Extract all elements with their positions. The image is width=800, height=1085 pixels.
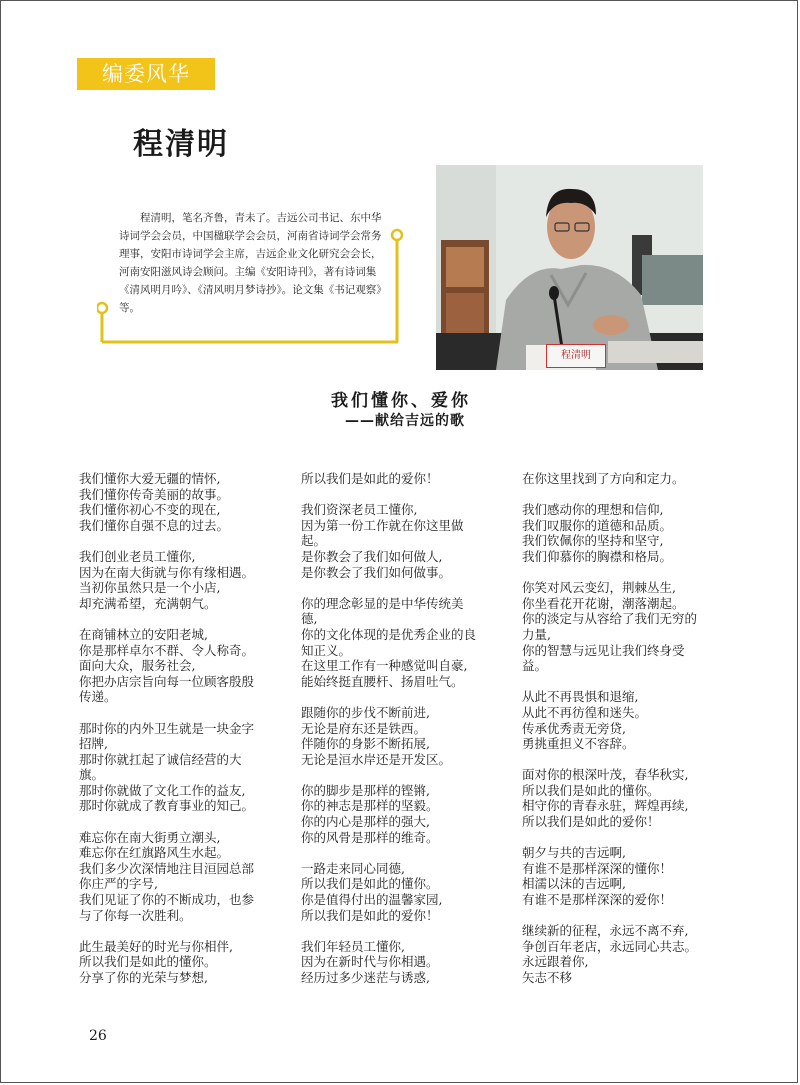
poem-line: 那时你就做了文化工作的益友, [79,782,246,798]
poem-line: 所以我们是如此的爱你！ [301,471,439,486]
person-name: 程清明 [133,127,229,162]
poem-line: 在商铺林立的安阳老城, [79,626,208,642]
poem-line: 矢志不移 [522,970,573,985]
poem-line: 当初你虽然只是一个小店, [79,580,221,596]
poem-stanza [79,830,284,924]
poem-line: 有谁不是那样深深的爱你！ [522,892,673,908]
poem-stanza [301,471,501,487]
poem-line: 益。 [522,658,548,674]
poem-line: 难忘你在南大街勇立潮头, [79,829,221,845]
poem-stanza [522,689,732,751]
poem-line: 我们见证了你的不断成功，也参 [79,892,255,908]
poem-stanza [522,580,732,674]
poem-line: 你的智慧与远见让我们终身受 [522,642,685,658]
poem-stanza [301,783,501,845]
poem-column-3 [522,471,732,1001]
poem-line: 我们仰慕你的胸襟和格局。 [522,548,673,564]
poem-stanza [522,767,732,829]
poem-line: 你是值得付出的温馨家园, [301,892,443,908]
poem-line: 从此不再畏惧和退缩, [522,689,639,705]
poem-line: 你的脚步是那样的铿锵, [301,782,430,798]
poem-line: 经历过多少迷茫与诱惑, [301,970,430,985]
poem-line: 与了你每一次胜利。 [79,907,192,923]
poem-line: 你的淡定与从容给了我们无穷的 [522,611,698,627]
poem-line: 面向大众，服务社会, [79,658,196,674]
poem-line: 所以我们是如此的懂你。 [522,782,660,798]
poem-line: 我们懂你自强不息的过去。 [79,517,230,533]
poem-line: 那时你的内外卫生就是一块金字 [79,720,255,736]
section-banner: 编委风华 [77,58,215,90]
poem-stanza [301,596,501,690]
poem-line: 你坐看花开花谢，潮落潮起。 [522,595,685,611]
poem-line: 在你这里找到了方向和定力。 [522,471,685,486]
poem-line: 所以我们是如此的懂你。 [301,876,439,892]
poem-line: 因为在新时代与你相遇。 [301,954,439,970]
poem-line: 知正义。 [301,642,352,658]
poem-line: 那时你就扛起了诚信经营的大 [79,751,242,767]
poem-column-1 [79,471,284,1001]
poem-line: 面对你的根深叶茂，春华秋实, [522,767,689,783]
poem-line: 无论是洹水岸还是开发区。 [301,751,452,767]
poem-line: 你的风骨是那样的维奇。 [301,829,439,845]
poem-line: 你庄严的字号, [79,876,158,892]
poem-line: 伴随你的身影不断拓展, [301,736,430,752]
poem-stanza [79,549,284,611]
poem-line: 继续新的征程，永远不离不弃, [522,923,689,939]
poem-stanza [301,939,501,986]
page-number: 26 [89,1028,107,1044]
poem-line: 能始终挺直腰杆、扬眉吐气。 [301,673,464,689]
poem-line: 因为在南大街就与你有缘相遇。 [79,564,255,580]
poem-line: 难忘你在红旗路风生水起。 [79,845,230,861]
poem-line: 勇挑重担义不容辞。 [522,736,635,752]
poem-line: 你笑对风云变幻，荆棘丛生, [522,580,676,596]
poem-line: 相濡以沫的吉远啊, [522,876,626,892]
poem-line: 你把办店宗旨向每一位顾客殷殷 [79,673,255,689]
poem-stanza [79,627,284,705]
poem-line: 却充满希望，充满朝气。 [79,595,217,611]
bio-text: 程清明，笔名齐鲁，青未了。吉远公司书记、东中华诗词学会会员，中国楹联学会会员，河南省诗词学会常务理事，安阳市诗词学会主席，吉远企业文化研究会会长，河南安阳滋风诗会顾问。主编《安阳诗刊》，著有诗词集《清风明月吟》、《清风明月梦诗抄》。论文集《书记观察》等。 [119,212,387,314]
poem-line: 我们懂你大爱无疆的情怀, [79,471,221,486]
poem-line: 我们懂你初心不变的现在, [79,502,221,518]
poem-line: 永远跟着你, [522,954,589,970]
poem-line: 朝夕与共的吉远啊, [522,845,626,861]
poem-stanza [301,705,501,767]
poem-line: 你的文化体现的是优秀企业的良 [301,626,477,642]
poem-stanza [79,471,284,533]
poem-line: 德, [301,611,318,627]
poem-line: 起。 [301,533,327,549]
poem-line: 相守你的青春永驻，辉煌再续, [522,798,689,814]
portrait-photo [436,165,703,370]
portrait-image [436,165,703,370]
poem-line: 传承优秀责无旁贷, [522,720,626,736]
poem-subtitle: ——献给吉远的歌 [345,413,465,429]
poem-line: 力量, [522,626,551,642]
poem-line: 所以我们是如此的懂你。 [79,954,217,970]
poem-line: 传递。 [79,689,117,705]
poem-line: 从此不再彷徨和迷失。 [522,704,648,720]
poem-stanza [301,502,501,580]
poem-line: 我们年轻员工懂你, [301,938,405,954]
poem-line: 此生最美好的时光与你相伴, [79,938,233,954]
poem-line: 有谁不是那样深深的懂你！ [522,860,673,876]
poem-line: 我们创业老员工懂你, [79,548,196,564]
poem-line: 无论是府东还是铁西。 [301,720,427,736]
poem-line: 你是那样卓尔不群、令人称奇。 [79,642,255,658]
poem-stanza [522,502,732,564]
name-plate: 程清明 [546,344,606,368]
poem-stanza [522,845,732,907]
poem-column-2 [301,471,501,1001]
poem-line: 是你教会了我们如何做事。 [301,564,452,580]
poem-stanza [301,861,501,923]
poem-line: 我们钦佩你的坚持和坚守, [522,533,664,549]
poem-line: 是你教会了我们如何做人, [301,548,443,564]
poem-line: 跟随你的步伐不断前进, [301,704,430,720]
poem-line: 因为第一份工作就在你这里做 [301,517,464,533]
poem-stanza [522,471,732,487]
poem-line: 我们感动你的理想和信仰, [522,502,664,518]
poem-line: 在这里工作有一种感觉叫自豪, [301,658,468,674]
poem-line: 你的神志是那样的坚毅。 [301,798,439,814]
poem-line: 我们懂你传奇美丽的故事。 [79,486,230,502]
poem-title: 我们懂你、爱你 [331,391,471,411]
poem-line: 你的内心是那样的强大, [301,814,430,830]
poem-stanza [522,923,732,985]
poem-line: 所以我们是如此的爱你！ [301,907,439,923]
poem-line: 你的理念彰显的是中华传统美 [301,595,464,611]
poem-line: 那时你就成了教育事业的知己。 [79,798,255,814]
poem-line: 争创百年老店，永远同心共志。 [522,938,698,954]
poem-stanza [79,721,284,815]
poem-line: 旗。 [79,767,105,783]
poem-line: 我们叹服你的道德和品质。 [522,517,673,533]
poem-line: 招牌, [79,736,108,752]
poem-line: 我们多少次深情地注目洹园总部 [79,860,255,876]
poem-stanza [79,939,284,986]
poem-line: 所以我们是如此的爱你！ [522,814,660,830]
poem-line: 我们资深老员工懂你, [301,502,418,518]
poem-line: 一路走来同心同德, [301,860,405,876]
poem-line: 分享了你的光荣与梦想, [79,970,208,985]
